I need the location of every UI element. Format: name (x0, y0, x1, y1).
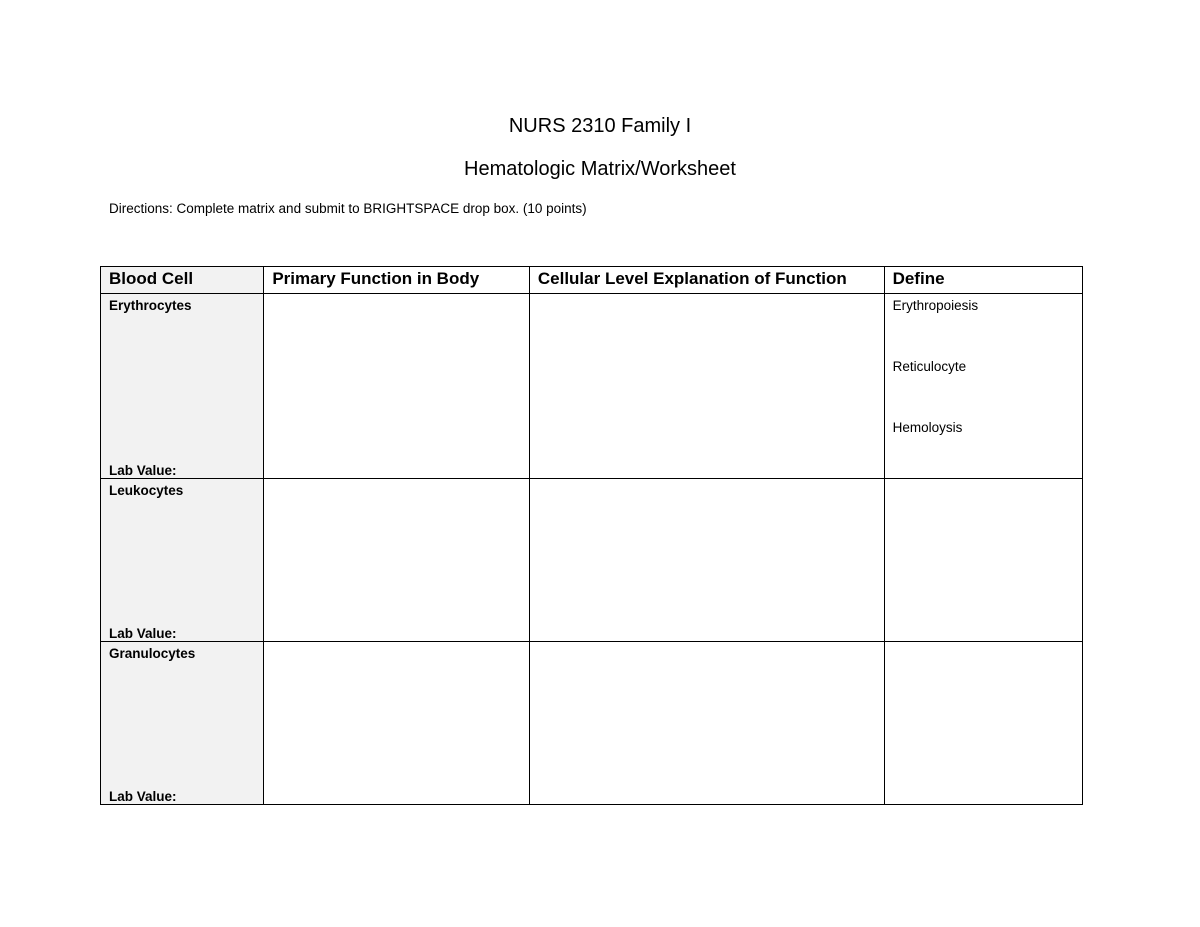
hematologic-matrix-table (100, 266, 1083, 805)
blood-cell-cell (101, 642, 264, 805)
define-term: Reticulocyte (892, 359, 967, 374)
primary-function-cell[interactable] (264, 294, 530, 479)
column-header-define: Define (884, 267, 1082, 294)
cellular-explanation-cell[interactable] (529, 479, 884, 642)
define-term: Erythropoiesis (892, 298, 979, 313)
lab-value-label: Lab Value: (109, 789, 177, 804)
lab-value-label: Lab Value: (109, 463, 177, 478)
define-cell[interactable] (884, 294, 1082, 479)
define-cell[interactable] (884, 642, 1082, 805)
lab-value-label: Lab Value: (109, 626, 177, 641)
table-header-row (101, 267, 1083, 294)
primary-function-cell[interactable] (264, 642, 530, 805)
cellular-explanation-cell[interactable] (529, 642, 884, 805)
table-row-erythrocytes (101, 294, 1083, 479)
blood-cell-name: Leukocytes (109, 483, 184, 498)
directions-text: Directions: Complete matrix and submit to BRIGHTSPACE drop box. (10 points) (109, 201, 587, 216)
table-row-granulocytes (101, 642, 1083, 805)
blood-cell-name: Erythrocytes (109, 298, 192, 313)
table-row-leukocytes (101, 479, 1083, 642)
blood-cell-name: Granulocytes (109, 646, 196, 661)
column-header-blood-cell: Blood Cell (101, 267, 264, 294)
primary-function-cell[interactable] (264, 479, 530, 642)
column-header-cellular-explanation: Cellular Level Explanation of Function (529, 267, 884, 294)
column-header-primary-function: Primary Function in Body (264, 267, 530, 294)
define-term: Hemoloysis (892, 420, 963, 435)
define-cell[interactable] (884, 479, 1082, 642)
cellular-explanation-cell[interactable] (529, 294, 884, 479)
worksheet-title: Hematologic Matrix/Worksheet (464, 158, 736, 180)
course-title: NURS 2310 Family I (508, 115, 692, 137)
blood-cell-cell (101, 294, 264, 479)
blood-cell-cell (101, 479, 264, 642)
